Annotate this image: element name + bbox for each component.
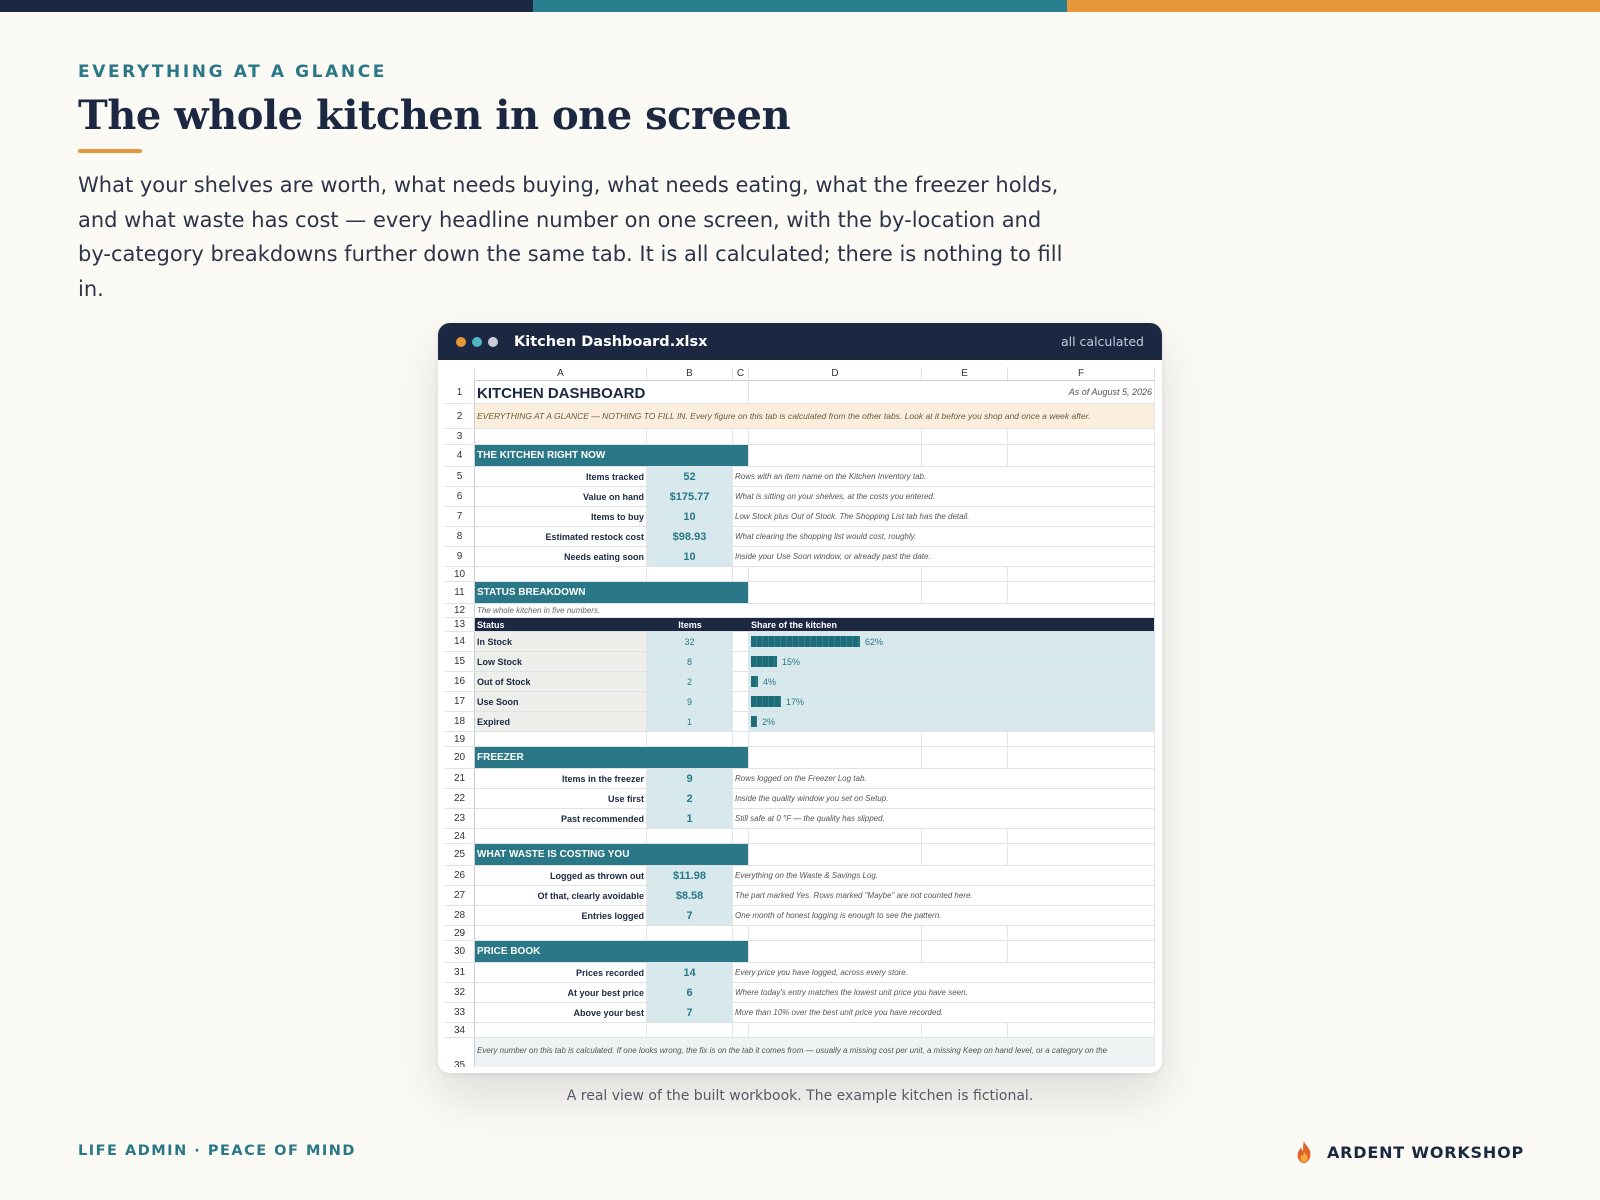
share-bar [751, 656, 777, 667]
window-dot-orange[interactable] [456, 337, 466, 347]
sheet-row [445, 1023, 1155, 1038]
empty-cell[interactable] [733, 712, 749, 731]
metric-row [445, 866, 1155, 886]
metric-label[interactable]: Estimated restock cost [475, 527, 647, 546]
empty-cell[interactable] [922, 582, 1008, 603]
empty-cell[interactable] [475, 926, 647, 940]
metric-row [445, 983, 1155, 1003]
sheet-row [445, 567, 1155, 582]
empty-cell[interactable] [1008, 1023, 1155, 1037]
corner-cell[interactable] [445, 367, 475, 381]
empty-cell[interactable] [1008, 582, 1155, 603]
share-bar [751, 696, 781, 707]
row-number[interactable]: 18 [445, 712, 475, 731]
spreadsheet-window [438, 323, 1162, 1073]
empty-cell[interactable] [922, 941, 1008, 962]
empty-cell[interactable] [1008, 926, 1155, 940]
metric-row [445, 1003, 1155, 1023]
metric-label[interactable]: Needs eating soon [475, 547, 647, 566]
metric-note[interactable]: Everything on the Waste & Savings Log. [733, 866, 1155, 885]
section-header-waste[interactable]: WHAT WASTE IS COSTING YOU [475, 844, 749, 865]
status-count[interactable]: 32 [647, 632, 733, 651]
empty-cell[interactable] [647, 829, 733, 843]
section-header-freezer[interactable]: FREEZER [475, 747, 749, 768]
share-label: 15% [782, 656, 801, 667]
row-number[interactable]: 25 [445, 844, 475, 865]
status-row [445, 712, 1155, 732]
status-name[interactable]: Use Soon [475, 692, 647, 711]
metric-value[interactable]: $8.58 [647, 886, 733, 905]
metric-value[interactable]: 7 [647, 1003, 733, 1022]
empty-cell[interactable] [733, 567, 749, 581]
empty-cell[interactable] [922, 567, 1008, 581]
empty-cell[interactable] [475, 429, 647, 444]
row-number[interactable]: 3 [445, 429, 475, 444]
accent-teal [533, 0, 1066, 12]
metric-note[interactable]: Still safe at 0 °F — the quality has slipped. [733, 809, 1155, 828]
status-row [445, 692, 1155, 712]
title-underline [78, 149, 142, 153]
empty-cell[interactable] [1008, 747, 1155, 768]
share-label: 2% [762, 716, 776, 727]
metric-note[interactable]: Inside your Use Soon window, or already past the date. [733, 547, 1155, 566]
metric-note[interactable]: Low Stock plus Out of Stock. The Shopping List tab has the detail. [733, 507, 1155, 526]
metric-note[interactable]: Inside the quality window you set on Setup. [733, 789, 1155, 808]
status-table-header [475, 618, 1155, 631]
empty-cell[interactable] [922, 926, 1008, 940]
sheet-row [445, 844, 1155, 866]
empty-cell[interactable] [647, 567, 733, 581]
row-number[interactable]: 7 [445, 507, 475, 526]
metric-note[interactable]: What is sitting on your shelves, at the costs you entered. [733, 487, 1155, 506]
metric-row [445, 769, 1155, 789]
page-title: The whole kitchen in one screen [78, 92, 791, 139]
sheet-row [445, 429, 1155, 445]
empty-cell[interactable] [475, 732, 647, 746]
empty-cell[interactable] [1008, 844, 1155, 865]
metric-row [445, 507, 1155, 527]
metric-row [445, 809, 1155, 829]
column-header-a[interactable]: A [475, 367, 647, 381]
share-bar [751, 636, 860, 647]
window-dot-teal[interactable] [472, 337, 482, 347]
row-number[interactable]: 20 [445, 747, 475, 768]
empty-cell[interactable] [1008, 567, 1155, 581]
metric-row [445, 789, 1155, 809]
row-number[interactable]: 21 [445, 769, 475, 788]
metric-note[interactable]: What clearing the shopping list would cost, roughly. [733, 527, 1155, 546]
header-share[interactable]: Share of the kitchen [751, 619, 838, 630]
section-header-status[interactable]: STATUS BREAKDOWN [475, 582, 749, 603]
header-status[interactable]: Status [477, 619, 505, 630]
empty-cell[interactable] [922, 829, 1008, 843]
metric-value[interactable]: $98.93 [647, 527, 733, 546]
intro-note[interactable]: EVERYTHING AT A GLANCE — NOTHING TO FILL IN. Every figure on this tab is calculated from the other tabs. Look at it before you shop and once a week after. [475, 404, 1155, 428]
status-name[interactable]: Out of Stock [475, 672, 647, 691]
row-number[interactable]: 4 [445, 445, 475, 466]
empty-cell[interactable] [647, 732, 733, 746]
empty-cell[interactable] [647, 926, 733, 940]
row-number[interactable]: 9 [445, 547, 475, 566]
sheet-footnote[interactable]: Every number on this tab is calculated. If one looks wrong, the fix is on the tab it comes from — usually a missing cost per unit, a missing Keep on hand level, or a category on the [475, 1038, 1155, 1067]
row-number[interactable]: 23 [445, 809, 475, 828]
metric-label[interactable]: Items tracked [475, 467, 647, 486]
empty-cell[interactable] [749, 747, 922, 768]
section-header-kitchen-now[interactable]: THE KITCHEN RIGHT NOW [475, 445, 749, 466]
metric-value[interactable]: 1 [647, 809, 733, 828]
metric-row [445, 467, 1155, 487]
row-number[interactable]: 14 [445, 632, 475, 651]
brand-name: ARDENT WORKSHOP [1327, 1142, 1524, 1162]
metric-row [445, 906, 1155, 926]
sheet-row [445, 445, 1155, 467]
status-share-cell[interactable] [749, 652, 1155, 671]
status-row [445, 672, 1155, 692]
empty-cell[interactable] [749, 941, 922, 962]
metric-row [445, 487, 1155, 507]
status-count[interactable]: 8 [647, 652, 733, 671]
empty-cell[interactable] [733, 429, 749, 444]
empty-cell[interactable] [922, 429, 1008, 444]
metric-label[interactable]: Prices recorded [475, 963, 647, 982]
empty-cell[interactable] [733, 692, 749, 711]
row-number[interactable]: 29 [445, 926, 475, 940]
empty-cell[interactable] [1008, 732, 1155, 746]
metric-value[interactable]: 6 [647, 983, 733, 1002]
empty-cell[interactable] [749, 1023, 922, 1037]
metric-note[interactable]: More than 10% over the best unit price you have recorded. [733, 1003, 1155, 1022]
metric-value[interactable]: 14 [647, 963, 733, 982]
figure-caption: A real view of the built workbook. The example kitchen is fictional. [566, 1088, 1034, 1104]
metric-value[interactable]: 7 [647, 906, 733, 925]
window-file-name: Kitchen Dashboard.xlsx [514, 333, 708, 350]
sheet-row [445, 1038, 1155, 1067]
row-number[interactable]: 15 [445, 652, 475, 671]
row-number[interactable]: 31 [445, 963, 475, 982]
metric-note[interactable]: Where today's entry matches the lowest unit price you have seen. [733, 983, 1155, 1002]
metric-label[interactable]: Use first [475, 789, 647, 808]
window-titlebar [438, 323, 1162, 360]
sheet-row [445, 829, 1155, 844]
accent-orange [1067, 0, 1600, 12]
empty-cell[interactable] [1008, 829, 1155, 843]
sheet-row [445, 941, 1155, 963]
header-items[interactable]: Items [678, 619, 702, 630]
sheet-title[interactable]: KITCHEN DASHBOARD [475, 381, 749, 403]
metric-note[interactable]: Every price you have logged, across every store. [733, 963, 1155, 982]
row-number[interactable]: 10 [445, 567, 475, 581]
row-number[interactable]: 1 [445, 381, 475, 403]
row-number[interactable]: 16 [445, 672, 475, 691]
status-share-cell[interactable] [749, 692, 1155, 711]
row-number[interactable]: 24 [445, 829, 475, 843]
lede-paragraph: What your shelves are worth, what needs buying, what needs eating, what the freezer holds, and what waste has cost — every headline number on one screen, with the by-location and by-category breakdowns further down the same tab. It is all calculated; there is nothing to fill in. [78, 173, 1063, 301]
empty-cell[interactable] [749, 844, 922, 865]
empty-cell[interactable] [922, 1023, 1008, 1037]
share-label: 4% [763, 676, 777, 687]
section-header-price-book[interactable]: PRICE BOOK [475, 941, 749, 962]
metric-value[interactable]: 52 [647, 467, 733, 486]
header-gap [733, 618, 749, 631]
status-name[interactable]: In Stock [475, 632, 647, 651]
empty-cell[interactable] [749, 429, 922, 444]
sheet-row [445, 404, 1155, 429]
row-number[interactable]: 34 [445, 1023, 475, 1037]
empty-cell[interactable] [749, 829, 922, 843]
row-number[interactable]: 28 [445, 906, 475, 925]
column-header-c[interactable]: C [733, 367, 749, 381]
footer-tagline: LIFE ADMIN · PEACE OF MIND [78, 1143, 356, 1159]
status-row [445, 652, 1155, 672]
metric-label[interactable]: Items to buy [475, 507, 647, 526]
metric-label[interactable]: Entries logged [475, 906, 647, 925]
metric-value[interactable]: 9 [647, 769, 733, 788]
empty-cell[interactable] [749, 582, 922, 603]
sheet-row [445, 747, 1155, 769]
empty-cell[interactable] [733, 632, 749, 651]
empty-cell[interactable] [1008, 429, 1155, 444]
metric-note[interactable]: Rows logged on the Freezer Log tab. [733, 769, 1155, 788]
empty-cell[interactable] [922, 844, 1008, 865]
sheet-row [445, 381, 1155, 404]
column-header-row [445, 367, 1155, 381]
metric-note[interactable]: Rows with an item name on the Kitchen Inventory tab. [733, 467, 1155, 486]
eyebrow: EVERYTHING AT A GLANCE [78, 62, 387, 82]
metric-row [445, 886, 1155, 906]
metric-value[interactable]: $11.98 [647, 866, 733, 885]
metric-label[interactable]: At your best price [475, 983, 647, 1002]
metric-label[interactable]: Value on hand [475, 487, 647, 506]
empty-cell[interactable] [733, 1023, 749, 1037]
window-dot-grey[interactable] [488, 337, 498, 347]
row-number[interactable]: 6 [445, 487, 475, 506]
status-name[interactable]: Expired [475, 712, 647, 731]
empty-cell[interactable] [733, 672, 749, 691]
empty-cell[interactable] [922, 732, 1008, 746]
status-count[interactable]: 9 [647, 692, 733, 711]
row-number[interactable]: 35 [445, 1038, 475, 1067]
status-count[interactable]: 2 [647, 672, 733, 691]
empty-cell[interactable] [1008, 445, 1155, 466]
row-number[interactable]: 2 [445, 404, 475, 428]
metric-label[interactable]: Of that, clearly avoidable [475, 886, 647, 905]
sheet-row [445, 582, 1155, 604]
empty-cell[interactable] [749, 567, 922, 581]
metric-label[interactable]: Past recommended [475, 809, 647, 828]
row-number[interactable]: 26 [445, 866, 475, 885]
accent-navy [0, 0, 533, 12]
row-number[interactable]: 17 [445, 692, 475, 711]
status-subnote[interactable]: The whole kitchen in five numbers. [475, 604, 1155, 617]
empty-cell[interactable] [733, 829, 749, 843]
empty-cell[interactable] [647, 429, 733, 444]
empty-cell[interactable] [1008, 941, 1155, 962]
window-status: all calculated [1060, 334, 1144, 349]
empty-cell[interactable] [475, 829, 647, 843]
column-header-d[interactable]: D [749, 367, 922, 381]
metric-value[interactable]: 10 [647, 547, 733, 566]
status-name[interactable]: Low Stock [475, 652, 647, 671]
empty-cell[interactable] [749, 445, 922, 466]
status-count[interactable]: 1 [647, 712, 733, 731]
metric-note[interactable]: The part marked Yes. Rows marked "Maybe" are not counted here. [733, 886, 1155, 905]
row-number[interactable]: 32 [445, 983, 475, 1002]
row-number[interactable]: 19 [445, 732, 475, 746]
empty-cell[interactable] [475, 567, 647, 581]
metric-row [445, 527, 1155, 547]
metric-row [445, 547, 1155, 567]
sheet-row [445, 604, 1155, 618]
column-header-f[interactable]: F [1008, 367, 1155, 381]
status-share-cell[interactable] [749, 632, 1155, 651]
metric-label[interactable]: Logged as thrown out [475, 866, 647, 885]
status-share-cell[interactable] [749, 672, 1155, 691]
as-of-date[interactable]: As of August 5, 2026 [749, 381, 1155, 403]
empty-cell[interactable] [733, 926, 749, 940]
metric-note[interactable]: One month of honest logging is enough to see the pattern. [733, 906, 1155, 925]
share-bar [751, 716, 757, 727]
metric-value[interactable]: 10 [647, 507, 733, 526]
row-number[interactable]: 33 [445, 1003, 475, 1022]
brand-mark [1293, 1140, 1524, 1164]
row-number[interactable]: 27 [445, 886, 475, 905]
share-label: 62% [865, 636, 884, 647]
metric-value[interactable]: $175.77 [647, 487, 733, 506]
row-number[interactable]: 12 [445, 604, 475, 617]
row-number[interactable]: 13 [445, 618, 475, 631]
empty-cell[interactable] [475, 1023, 647, 1037]
metric-value[interactable]: 2 [647, 789, 733, 808]
status-share-cell[interactable] [749, 712, 1155, 731]
metric-label[interactable]: Above your best [475, 1003, 647, 1022]
row-number[interactable]: 22 [445, 789, 475, 808]
row-number[interactable]: 11 [445, 582, 475, 603]
empty-cell[interactable] [733, 652, 749, 671]
metric-row [445, 963, 1155, 983]
row-number[interactable]: 30 [445, 941, 475, 962]
share-label: 17% [786, 696, 805, 707]
sheet-row [445, 926, 1155, 941]
top-accent-bar [0, 0, 1600, 12]
share-bar [751, 676, 758, 687]
sheet-row [445, 732, 1155, 747]
row-number[interactable]: 8 [445, 527, 475, 546]
empty-cell[interactable] [922, 747, 1008, 768]
empty-cell[interactable] [647, 1023, 733, 1037]
empty-cell[interactable] [733, 732, 749, 746]
status-row [445, 632, 1155, 652]
sheet-row [445, 618, 1155, 632]
row-number[interactable]: 5 [445, 467, 475, 486]
flame-icon [1293, 1140, 1315, 1164]
column-header-e[interactable]: E [922, 367, 1008, 381]
metric-label[interactable]: Items in the freezer [475, 769, 647, 788]
spreadsheet-grid[interactable] [445, 367, 1155, 1067]
empty-cell[interactable] [922, 445, 1008, 466]
column-header-b[interactable]: B [647, 367, 733, 381]
empty-cell[interactable] [749, 732, 922, 746]
empty-cell[interactable] [749, 926, 922, 940]
